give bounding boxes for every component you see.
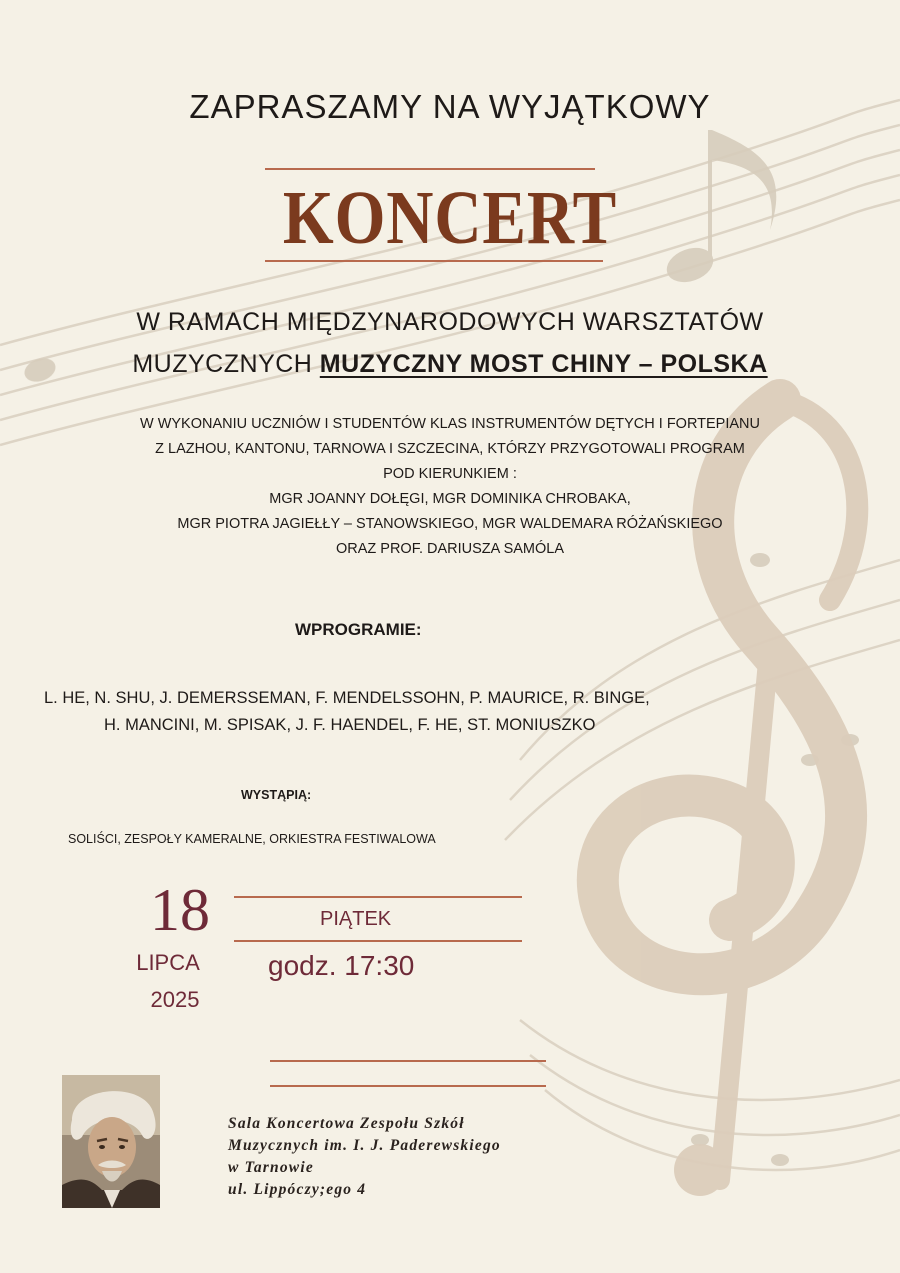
venue-line: ul. Lippóczy;ego 4 — [228, 1181, 367, 1198]
subtitle-line-2-prefix: MUZYCZNYCH — [132, 350, 320, 378]
date-year: 2025 — [150, 987, 200, 1012]
performers-line: POD KIERUNKIEM : — [383, 466, 517, 482]
venue-line: Muzycznych im. I. J. Paderewskiego — [228, 1137, 501, 1154]
performers-line: Z LAZHOU, KANTONU, TARNOWA I SZCZECINA, KTÓRZY PRZYGOTOWALI PROGRAM — [155, 441, 745, 457]
date-day: 18 — [150, 877, 210, 943]
performers-line: W WYKONANIU UCZNIÓW I STUDENTÓW KLAS INSTRUMENTÓW DĘTYCH I FORTEPIANU — [139, 416, 761, 432]
appear-heading: WYSTĄPIĄ: — [241, 788, 312, 802]
intro-heading: ZAPRASZAMY NA WYJĄTKOWY — [189, 88, 711, 125]
weekday: PIĄTEK — [320, 908, 392, 930]
composers-line-1: L. HE, N. SHU, J. DEMERSSEMAN, F. MENDELSSOHN, P. MAURICE, R. BINGE, — [44, 689, 650, 707]
program-heading: WPROGRAMIE: — [295, 620, 422, 639]
subtitle-line-2 — [0, 350, 900, 379]
appear-text: SOLIŚCI, ZESPOŁY KAMERALNE, ORKIESTRA FESTIWALOWA — [68, 832, 436, 846]
paderewski-portrait-image — [62, 1075, 160, 1208]
poster-title: KONCERT — [282, 176, 618, 260]
performers-block — [0, 412, 900, 562]
performers-line: MGR PIOTRA JAGIEŁŁY – STANOWSKIEGO, MGR WALDEMARA RÓŻAŃSKIEGO — [177, 516, 723, 532]
performers-line: MGR JOANNY DOŁĘGI, MGR DOMINIKA CHROBAKA, — [269, 491, 631, 507]
title-top-rule — [265, 168, 595, 170]
venue-line: w Tarnowie — [228, 1159, 314, 1176]
performers-line: ORAZ PROF. DARIUSZA SAMÓLA — [335, 541, 564, 557]
date-month: LIPCA — [136, 950, 200, 975]
venue-top-rule-1 — [270, 1060, 546, 1062]
subtitle-line-1: W RAMACH MIĘDZYNARODOWYCH WARSZTATÓW — [136, 308, 764, 336]
event-time: godz. 17:30 — [268, 950, 415, 981]
venue-address — [228, 1113, 501, 1201]
event-name: MUZYCZNY MOST CHINY – POLSKA — [319, 350, 768, 378]
weekday-top-rule — [234, 896, 522, 898]
title-bottom-rule — [265, 260, 603, 262]
composers-line-2: H. MANCINI, M. SPISAK, J. F. HAENDEL, F. HE, ST. MONIUSZKO — [104, 716, 596, 734]
venue-top-rule-2 — [270, 1085, 546, 1087]
weekday-bottom-rule — [234, 940, 522, 942]
venue-line: Sala Koncertowa Zespołu Szkół — [228, 1115, 465, 1132]
